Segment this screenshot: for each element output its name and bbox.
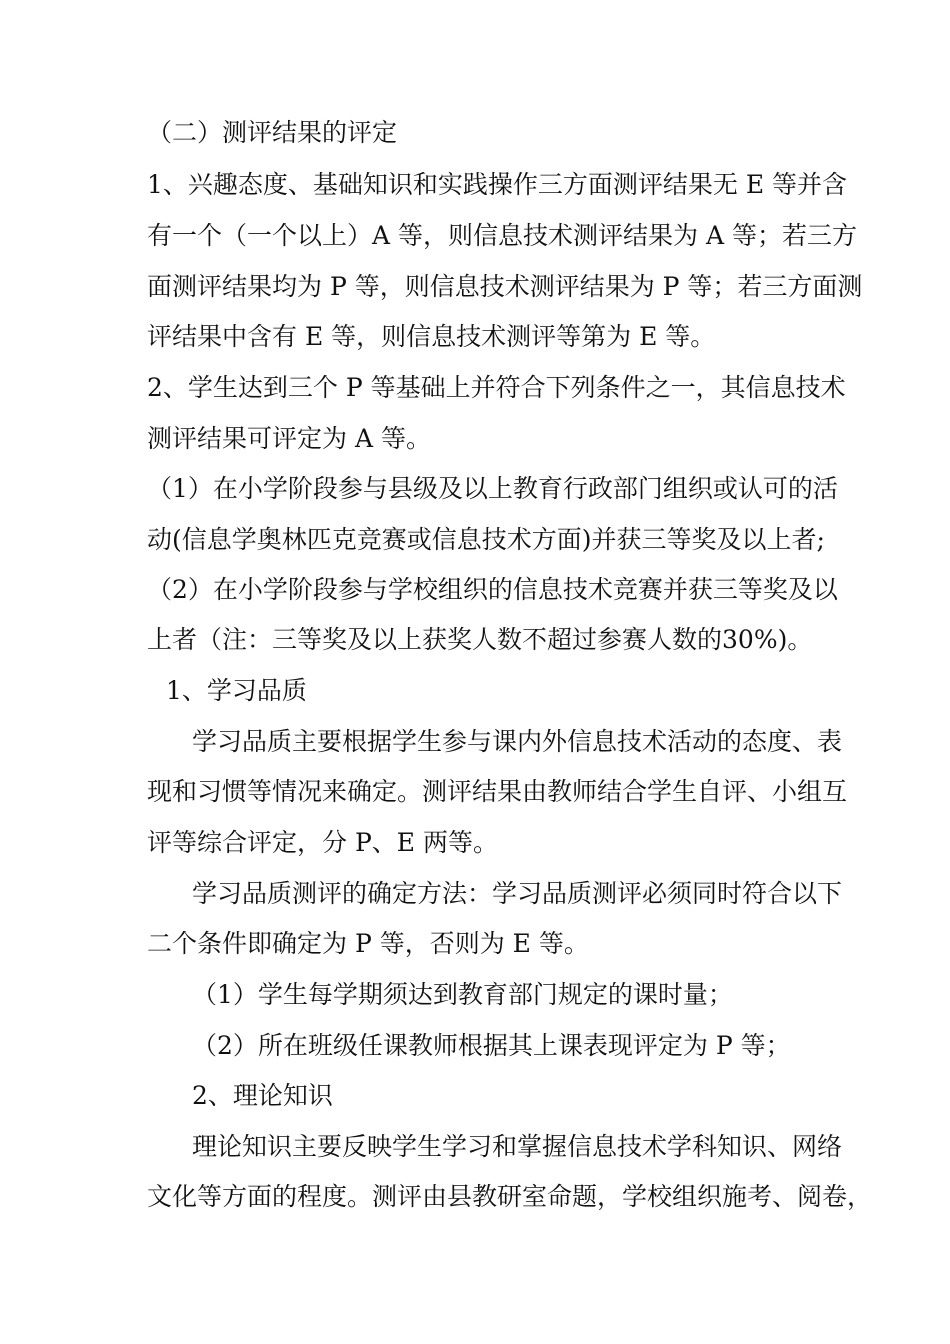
paragraph-line: 学习品质主要根据学生参与课内外信息技术活动的态度、表	[192, 727, 843, 756]
paragraph-line: （2）所在班级任课教师根据其上课表现评定为 P 等；	[192, 1031, 791, 1060]
paragraph-line: （2）在小学阶段参与学校组织的信息技术竞赛并获三等奖及以	[147, 575, 838, 604]
paragraph-line: 现和习惯等情况来确定。测评结果由教师结合学生自评、小组互	[147, 777, 848, 806]
paragraph-line: 评结果中含有 E 等，则信息技术测评等第为 E 等。	[147, 322, 716, 351]
paragraph-line: （1）学生每学期须达到教育部门规定的课时量；	[192, 980, 733, 1009]
paragraph-line: 二个条件即确定为 P 等，否则为 E 等。	[147, 929, 589, 958]
paragraph-line: 面测评结果均为 P 等，则信息技术测评结果为 P 等；若三方面测	[147, 272, 863, 301]
paragraph-line: 动(信息学奥林匹克竞赛或信息技术方面)并获三等奖及以上者;	[147, 525, 825, 554]
paragraph-line: 评等综合评定，分 P、E 两等。	[147, 828, 498, 857]
paragraph-line: 1、兴趣态度、基础知识和实践操作三方面测评结果无 E 等并含	[147, 170, 848, 199]
paragraph-line: 测评结果可评定为 A 等。	[147, 424, 431, 453]
subsection-heading: 2、理论知识	[192, 1081, 333, 1110]
subsection-heading: 1、学习品质	[166, 676, 307, 705]
paragraph-line: 有一个（一个以上）A 等，则信息技术测评结果为 A 等；若三方	[147, 221, 857, 250]
paragraph-line: 理论知识主要反映学生学习和掌握信息技术学科知识、网络	[192, 1132, 843, 1161]
paragraph-line: 上者（注：三等奖及以上获奖人数不超过参赛人数的30%)。	[147, 625, 813, 654]
paragraph-line: 学习品质测评的确定方法：学习品质测评必须同时符合以下	[192, 879, 843, 908]
section-heading: （二）测评结果的评定	[147, 118, 398, 147]
paragraph-line: 2、学生达到三个 P 等基础上并符合下列条件之一，其信息技术	[147, 373, 846, 402]
paragraph-line: （1）在小学阶段参与县级及以上教育行政部门组织或认可的活	[147, 474, 838, 503]
paragraph-line: 文化等方面的程度。测评由县教研室命题，学校组织施考、阅卷，	[147, 1182, 873, 1211]
